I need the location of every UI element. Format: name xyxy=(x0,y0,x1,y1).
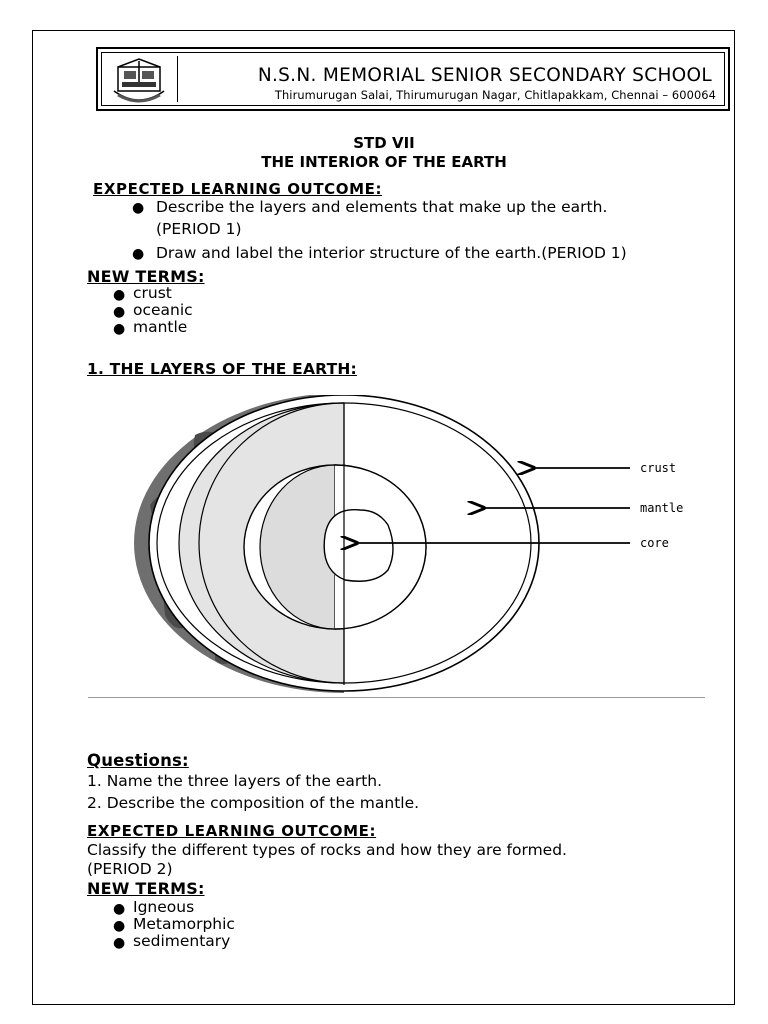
outcome-item-1: Describe the layers and elements that make up the earth. xyxy=(156,198,608,216)
term-item: oceanic xyxy=(133,301,193,319)
new-terms-heading-2: NEW TERMS: xyxy=(87,879,205,898)
outcome-item-2: Draw and label the interior structure of the earth.(PERIOD 1) xyxy=(156,244,627,262)
expected-outcome-heading-1: EXPECTED LEARNING OUTCOME: xyxy=(93,180,383,198)
bullet-icon: ● xyxy=(113,287,126,303)
new-terms-heading-1: NEW TERMS: xyxy=(87,267,205,286)
core-label: core xyxy=(640,536,669,550)
school-logo xyxy=(108,57,170,107)
bullet-icon: ● xyxy=(113,304,126,320)
divider-line xyxy=(88,697,705,698)
term-item: Igneous xyxy=(133,898,195,916)
school-address: Thirumurugan Salai, Thirumurugan Nagar, Chitlapakkam, Chennai – 600064 xyxy=(274,88,716,102)
expected-outcome-heading-2: EXPECTED LEARNING OUTCOME: xyxy=(87,822,377,840)
bullet-icon: ● xyxy=(132,200,145,216)
bullet-icon: ● xyxy=(113,935,126,951)
bullet-icon: ● xyxy=(113,901,126,917)
term-item: sedimentary xyxy=(133,932,231,950)
grade-heading: STD VII xyxy=(353,134,415,152)
school-name: N.S.N. MEMORIAL SENIOR SECONDARY SCHOOL xyxy=(257,65,712,86)
bullet-icon: ● xyxy=(113,918,126,934)
crust-label: crust xyxy=(640,461,677,475)
questions-heading: Questions: xyxy=(87,751,189,770)
bullet-icon: ● xyxy=(113,321,126,337)
chapter-title: THE INTERIOR OF THE EARTH xyxy=(261,153,507,171)
header-inner-frame xyxy=(101,52,725,106)
outcome-2-line-1: Classify the different types of rocks and how they are formed. xyxy=(87,841,567,859)
outcome-2-line-2: (PERIOD 2) xyxy=(87,860,173,878)
school-header xyxy=(96,47,730,111)
logo-divider xyxy=(177,56,178,102)
term-item: Metamorphic xyxy=(133,915,235,933)
earth-interior-diagram xyxy=(120,395,720,700)
bullet-icon: ● xyxy=(132,246,145,262)
mantle-label: mantle xyxy=(640,501,684,515)
question-item-2: 2. Describe the composition of the mantle. xyxy=(87,794,420,812)
term-item: mantle xyxy=(133,318,188,336)
layers-heading: 1. THE LAYERS OF THE EARTH: xyxy=(87,360,357,378)
question-item-1: 1. Name the three layers of the earth. xyxy=(87,772,383,790)
inner-core xyxy=(324,510,393,582)
outcome-item-1-period: (PERIOD 1) xyxy=(156,220,242,238)
term-item: crust xyxy=(133,284,172,302)
